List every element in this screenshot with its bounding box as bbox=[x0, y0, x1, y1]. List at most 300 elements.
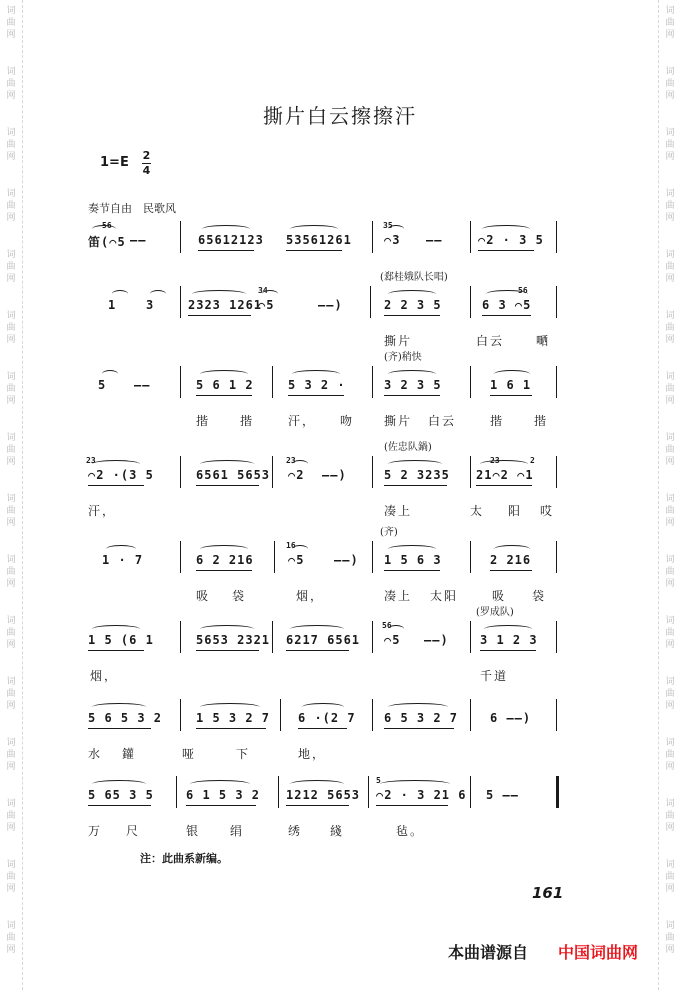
beam-underline bbox=[476, 485, 532, 486]
watermark-char: 词 bbox=[665, 494, 675, 504]
slur-mark bbox=[388, 625, 404, 633]
watermark-char: 词 bbox=[665, 921, 675, 931]
measure-notes: —— bbox=[130, 233, 147, 247]
slur-mark bbox=[388, 545, 436, 553]
measure-notes: ——) bbox=[334, 553, 359, 567]
watermark-char: 词 bbox=[665, 372, 675, 382]
slur-mark bbox=[480, 460, 528, 468]
grace-note: 23 bbox=[490, 456, 500, 465]
bar-line bbox=[470, 286, 471, 318]
watermark-char: 曲 bbox=[6, 18, 16, 28]
watermark-char: 网 bbox=[6, 396, 16, 406]
lyric-text: 千道 bbox=[480, 669, 509, 683]
watermark-char: 网 bbox=[6, 640, 16, 650]
watermark-char: 曲 bbox=[665, 872, 675, 882]
slur-mark bbox=[482, 225, 530, 233]
slur-mark bbox=[292, 545, 308, 553]
beam-underline bbox=[196, 485, 259, 486]
watermark-char: 网 bbox=[6, 945, 16, 955]
watermark-char: 曲 bbox=[665, 140, 675, 150]
measure-notes: 笛(⌒5 bbox=[88, 235, 126, 249]
measure-notes: 5 —— bbox=[486, 788, 519, 802]
watermark-char: 词 bbox=[6, 860, 16, 870]
watermark-char: 网 bbox=[6, 152, 16, 162]
bar-line bbox=[372, 456, 373, 488]
grace-note: 34 bbox=[258, 286, 268, 295]
watermark-char: 网 bbox=[665, 518, 675, 528]
beam-underline bbox=[188, 315, 251, 316]
slur-mark bbox=[484, 625, 532, 633]
lyric-text: 白云 bbox=[476, 334, 505, 348]
beam-underline bbox=[198, 250, 254, 251]
grace-note: 23 bbox=[286, 456, 296, 465]
measure-notes: 2323 1261 bbox=[188, 298, 263, 312]
lyric-text: 哑 bbox=[182, 747, 197, 761]
grace-note: 5 bbox=[376, 776, 381, 785]
measure-notes: 5 bbox=[98, 378, 107, 392]
measure-notes: 6 3 ⌒5 bbox=[482, 298, 532, 312]
beam-underline bbox=[196, 728, 266, 729]
performer-annotation: (罗成队) bbox=[476, 607, 514, 618]
watermark-char: 曲 bbox=[6, 567, 16, 577]
slur-mark bbox=[302, 703, 344, 711]
watermark-char: 词 bbox=[6, 189, 16, 199]
watermark-char: 曲 bbox=[665, 750, 675, 760]
bar-line bbox=[470, 456, 471, 488]
measure-notes: —— bbox=[426, 233, 443, 247]
watermark-char: 曲 bbox=[665, 18, 675, 28]
bar-line bbox=[180, 541, 181, 573]
performer-annotation: (齐) bbox=[380, 527, 398, 538]
watermark-char: 词 bbox=[665, 128, 675, 138]
measure-notes: 1212 5653 bbox=[286, 788, 361, 802]
performer-annotation: (郄桂娥队长唱) bbox=[380, 272, 448, 283]
watermark-char: 曲 bbox=[6, 872, 16, 882]
slur-mark bbox=[290, 780, 344, 788]
watermark-char: 曲 bbox=[6, 201, 16, 211]
watermark-char: 网 bbox=[6, 335, 16, 345]
watermark-char: 词 bbox=[6, 128, 16, 138]
lyric-text: 地， bbox=[298, 747, 327, 761]
beam-underline bbox=[384, 395, 440, 396]
slur-mark bbox=[106, 545, 136, 553]
watermark-char: 词 bbox=[665, 311, 675, 321]
watermark-char: 词 bbox=[665, 433, 675, 443]
watermark-char: 曲 bbox=[665, 506, 675, 516]
measure-notes: 6561 5653 bbox=[196, 468, 271, 482]
measure-notes: ⌒3 bbox=[384, 233, 401, 247]
watermark-char: 网 bbox=[6, 30, 16, 40]
lyric-text: 哎 bbox=[540, 504, 555, 518]
measure-notes: ——) bbox=[322, 468, 347, 482]
performer-annotation: (佐忠队鍋) bbox=[384, 442, 432, 453]
grace-note: 56 bbox=[518, 286, 528, 295]
watermark-char: 词 bbox=[665, 738, 675, 748]
slur-mark bbox=[494, 545, 530, 553]
watermark-char: 网 bbox=[665, 213, 675, 223]
beam-underline bbox=[286, 805, 349, 806]
watermark-char: 词 bbox=[665, 616, 675, 626]
watermark-char: 网 bbox=[6, 701, 16, 711]
measure-notes: —— bbox=[134, 378, 151, 392]
bar-line bbox=[180, 286, 181, 318]
bar-line bbox=[180, 621, 181, 653]
watermark-char: 曲 bbox=[665, 79, 675, 89]
watermark-char: 曲 bbox=[665, 567, 675, 577]
grace-note: 56 bbox=[102, 221, 112, 230]
slur-mark bbox=[380, 780, 450, 788]
slur-mark bbox=[200, 545, 248, 553]
watermark-char: 曲 bbox=[665, 933, 675, 943]
source-site-link[interactable]: 中国词曲网 bbox=[558, 943, 639, 962]
footnote: 注：此曲系新编。 bbox=[140, 852, 228, 865]
watermark-char: 网 bbox=[665, 335, 675, 345]
measure-notes: 6 ——) bbox=[490, 711, 532, 725]
beam-underline bbox=[490, 570, 532, 571]
measure-notes: 5 3 2 · bbox=[288, 378, 346, 392]
grace-note: 2 bbox=[530, 456, 535, 465]
bar-line bbox=[180, 221, 181, 253]
slur-mark bbox=[486, 290, 528, 298]
bar-line bbox=[176, 776, 177, 808]
watermark-char: 网 bbox=[665, 579, 675, 589]
score-row bbox=[0, 770, 680, 866]
song-title: 撕片白云擦擦汗 bbox=[263, 104, 417, 128]
slur-mark bbox=[290, 625, 344, 633]
bar-line bbox=[368, 776, 369, 808]
slur-mark bbox=[92, 780, 146, 788]
lyric-text: 撕片 bbox=[384, 334, 413, 348]
lyric-text: 尺 bbox=[126, 824, 141, 838]
watermark-char: 曲 bbox=[6, 79, 16, 89]
measure-notes: 5653 2321 bbox=[196, 633, 271, 647]
watermark-char: 网 bbox=[665, 945, 675, 955]
measure-notes: 1 5 6 3 bbox=[384, 553, 442, 567]
watermark-char: 词 bbox=[6, 433, 16, 443]
lyric-text: 下 bbox=[236, 747, 251, 761]
lyric-text: 绢 bbox=[230, 824, 245, 838]
slur-mark bbox=[150, 290, 166, 298]
watermark-char: 词 bbox=[665, 67, 675, 77]
watermark-char: 词 bbox=[6, 555, 16, 565]
beam-underline bbox=[288, 395, 344, 396]
bar-line bbox=[372, 541, 373, 573]
bar-line bbox=[556, 456, 557, 488]
beam-underline bbox=[88, 805, 151, 806]
lyric-text: 揩 bbox=[534, 414, 549, 428]
bar-line bbox=[556, 699, 557, 731]
measure-notes: 6217 6561 bbox=[286, 633, 361, 647]
measure-notes: 5 65 3 5 bbox=[88, 788, 154, 802]
grace-note: 23 bbox=[86, 456, 96, 465]
lyric-text: 揩 bbox=[490, 414, 505, 428]
watermark-char: 曲 bbox=[6, 933, 16, 943]
measure-notes: 6 5 3 2 7 bbox=[384, 711, 459, 725]
lyric-text: 吸 bbox=[492, 589, 507, 603]
beam-underline bbox=[88, 728, 151, 729]
beam-underline bbox=[286, 250, 342, 251]
beam-underline bbox=[88, 650, 144, 651]
measure-notes: ⌒5 bbox=[384, 633, 401, 647]
bar-line bbox=[556, 366, 557, 398]
watermark-char: 曲 bbox=[6, 323, 16, 333]
page-number: 161 bbox=[532, 884, 564, 902]
watermark-char: 网 bbox=[665, 396, 675, 406]
watermark-char: 网 bbox=[6, 91, 16, 101]
bar-line bbox=[274, 541, 275, 573]
watermark-char: 网 bbox=[6, 457, 16, 467]
lyric-text: 太阳 bbox=[430, 589, 459, 603]
watermark-char: 词 bbox=[6, 738, 16, 748]
measure-notes: 65612123 bbox=[198, 233, 264, 247]
beam-underline bbox=[490, 395, 532, 396]
watermark-char: 词 bbox=[665, 189, 675, 199]
measure-notes: ——) bbox=[424, 633, 449, 647]
slur-mark bbox=[92, 625, 140, 633]
watermark-char: 词 bbox=[665, 677, 675, 687]
measure-notes: 6 ·(2 7 bbox=[298, 711, 356, 725]
watermark-char: 曲 bbox=[6, 628, 16, 638]
watermark-char: 曲 bbox=[665, 689, 675, 699]
watermark-char: 词 bbox=[6, 372, 16, 382]
watermark-char: 词 bbox=[665, 6, 675, 16]
measure-notes: 2 216 bbox=[490, 553, 532, 567]
watermark-char: 网 bbox=[6, 762, 16, 772]
watermark-char: 网 bbox=[6, 884, 16, 894]
bar-line bbox=[372, 221, 373, 253]
watermark-char: 网 bbox=[665, 640, 675, 650]
measure-notes: 1 · 7 bbox=[102, 553, 144, 567]
watermark-char: 词 bbox=[6, 616, 16, 626]
slur-mark bbox=[92, 703, 146, 711]
measure-notes: 1 5 (6 1 bbox=[88, 633, 154, 647]
watermark-char: 曲 bbox=[6, 384, 16, 394]
watermark-char: 网 bbox=[6, 518, 16, 528]
slur-mark bbox=[190, 780, 250, 788]
lyric-text: 吻 bbox=[340, 414, 355, 428]
watermark-char: 曲 bbox=[665, 384, 675, 394]
watermark-char: 网 bbox=[665, 457, 675, 467]
slur-mark bbox=[262, 290, 278, 298]
beam-underline bbox=[196, 570, 252, 571]
bar-line bbox=[272, 366, 273, 398]
watermark-char: 词 bbox=[6, 311, 16, 321]
watermark-char: 曲 bbox=[665, 628, 675, 638]
lyric-text: 水 bbox=[88, 747, 103, 761]
slur-mark bbox=[92, 460, 140, 468]
lyric-text: 嗮 bbox=[536, 334, 551, 348]
lyric-text: 撕片 bbox=[384, 414, 413, 428]
measure-notes: 5 2 3235 bbox=[384, 468, 450, 482]
bar-line bbox=[370, 286, 371, 318]
bar-line bbox=[272, 456, 273, 488]
lyric-text: 揩 bbox=[196, 414, 211, 428]
watermark-char: 词 bbox=[6, 6, 16, 16]
watermark-char: 曲 bbox=[6, 689, 16, 699]
score-row bbox=[0, 442, 680, 546]
watermark-char: 词 bbox=[6, 67, 16, 77]
slur-mark bbox=[494, 370, 530, 378]
slur-mark bbox=[202, 225, 250, 233]
bar-line bbox=[278, 776, 279, 808]
watermark-char: 曲 bbox=[6, 140, 16, 150]
beam-underline bbox=[384, 728, 454, 729]
lyric-text: 白云 bbox=[428, 414, 457, 428]
measure-notes: ⌒5 bbox=[288, 553, 305, 567]
measure-notes: 5 6 1 2 bbox=[196, 378, 254, 392]
watermark-char: 曲 bbox=[6, 445, 16, 455]
watermark-char: 曲 bbox=[665, 323, 675, 333]
lyric-text: 汗， bbox=[288, 414, 317, 428]
beam-underline bbox=[298, 728, 347, 729]
watermark-char: 词 bbox=[665, 555, 675, 565]
measure-notes: 3 bbox=[146, 298, 155, 312]
beam-underline bbox=[480, 650, 536, 651]
watermark-char: 词 bbox=[6, 677, 16, 687]
performer-annotation: (齐)稍快 bbox=[384, 352, 422, 363]
beam-underline bbox=[384, 570, 440, 571]
beam-underline bbox=[482, 315, 531, 316]
measure-notes: 3 2 3 5 bbox=[384, 378, 442, 392]
lyric-text: 烟， bbox=[90, 669, 119, 683]
beam-underline bbox=[286, 650, 349, 651]
watermark-char: 网 bbox=[665, 823, 675, 833]
slur-mark bbox=[112, 290, 128, 298]
beam-underline bbox=[478, 250, 534, 251]
slur-mark bbox=[102, 370, 118, 378]
measure-notes: 1 bbox=[108, 298, 117, 312]
lyric-text: 毡。 bbox=[396, 824, 425, 838]
bar-line bbox=[180, 366, 181, 398]
grace-note: 16 bbox=[286, 541, 296, 550]
slur-mark bbox=[290, 225, 338, 233]
beam-underline bbox=[196, 395, 252, 396]
lyric-text: 凑上 bbox=[384, 504, 413, 518]
watermark-char: 曲 bbox=[665, 201, 675, 211]
grace-note: 56 bbox=[382, 621, 392, 630]
beam-underline bbox=[384, 315, 440, 316]
measure-notes: 53561261 bbox=[286, 233, 352, 247]
bar-line bbox=[372, 366, 373, 398]
measure-notes: ——) bbox=[318, 298, 343, 312]
watermark-char: 网 bbox=[665, 274, 675, 284]
lyric-text: 阳 bbox=[508, 504, 523, 518]
watermark-char: 词 bbox=[6, 921, 16, 931]
key-signature: 1=E bbox=[100, 155, 129, 170]
lyric-text: 揩 bbox=[240, 414, 255, 428]
bar-line bbox=[470, 776, 471, 808]
watermark-char: 曲 bbox=[6, 262, 16, 272]
source-label: 本曲谱源自 bbox=[448, 943, 529, 962]
bar-line bbox=[556, 286, 557, 318]
watermark-char: 词 bbox=[6, 799, 16, 809]
watermark-char: 词 bbox=[665, 799, 675, 809]
watermark-char: 曲 bbox=[665, 262, 675, 272]
grace-note: 35 bbox=[383, 221, 393, 230]
measure-notes: 5 6 5 3 2 bbox=[88, 711, 163, 725]
tempo-marking: 奏节自由 民歌风 bbox=[88, 202, 176, 215]
beam-underline bbox=[88, 485, 144, 486]
measure-notes: ⌒5 bbox=[258, 298, 275, 312]
bar-line bbox=[470, 366, 471, 398]
watermark-char: 词 bbox=[6, 494, 16, 504]
measure-notes: 6 1 5 3 2 bbox=[186, 788, 261, 802]
watermark-char: 网 bbox=[665, 701, 675, 711]
lyric-text: 綫 bbox=[330, 824, 345, 838]
measure-notes: 1 6 1 bbox=[490, 378, 532, 392]
lyric-text: 绣 bbox=[288, 824, 303, 838]
bar-line bbox=[470, 541, 471, 573]
slur-mark bbox=[200, 703, 260, 711]
watermark-char: 曲 bbox=[6, 506, 16, 516]
bar-line bbox=[556, 541, 557, 573]
bar-line bbox=[470, 221, 471, 253]
bar-line bbox=[372, 699, 373, 731]
lyric-text: 银 bbox=[186, 824, 201, 838]
lyric-text: 吸 bbox=[196, 589, 211, 603]
slur-mark bbox=[200, 460, 254, 468]
slur-mark bbox=[200, 625, 254, 633]
measure-notes: ⌒2 · 3 5 bbox=[478, 233, 544, 247]
lyric-text: 万 bbox=[88, 824, 103, 838]
measure-notes: ⌒2 · 3 21 6 bbox=[376, 788, 467, 802]
lyric-text: 汗， bbox=[88, 504, 117, 518]
watermark-char: 曲 bbox=[6, 750, 16, 760]
slur-mark bbox=[388, 370, 436, 378]
watermark-char: 网 bbox=[665, 152, 675, 162]
watermark-char: 曲 bbox=[6, 811, 16, 821]
watermark-char: 曲 bbox=[665, 811, 675, 821]
watermark-char: 词 bbox=[665, 250, 675, 260]
watermark-char: 曲 bbox=[665, 445, 675, 455]
bar-line bbox=[280, 699, 281, 731]
slur-mark bbox=[388, 290, 436, 298]
bar-line bbox=[556, 621, 557, 653]
lyric-text: 太 bbox=[470, 504, 485, 518]
lyric-text: 袋 bbox=[232, 589, 247, 603]
bar-line bbox=[556, 221, 557, 253]
bar-line bbox=[470, 621, 471, 653]
score-row bbox=[0, 352, 680, 456]
watermark-char: 词 bbox=[6, 250, 16, 260]
watermark-char: 网 bbox=[6, 274, 16, 284]
slur-mark bbox=[200, 370, 248, 378]
slur-mark bbox=[292, 370, 340, 378]
bar-line bbox=[180, 699, 181, 731]
lyric-text: 袋 bbox=[532, 589, 547, 603]
slur-mark bbox=[192, 290, 246, 298]
beam-underline bbox=[196, 650, 259, 651]
watermark-char: 网 bbox=[665, 30, 675, 40]
slur-mark bbox=[388, 703, 448, 711]
measure-notes: 6 2 216 bbox=[196, 553, 254, 567]
watermark-char: 网 bbox=[665, 91, 675, 101]
slur-mark bbox=[388, 225, 404, 233]
beam-underline bbox=[186, 805, 256, 806]
watermark-char: 网 bbox=[6, 213, 16, 223]
slur-mark bbox=[292, 460, 308, 468]
measure-notes: ⌒2 ·(3 5 bbox=[88, 468, 154, 482]
measure-notes: ⌒2 bbox=[288, 468, 305, 482]
measure-notes: 2 2 3 5 bbox=[384, 298, 442, 312]
watermark-char: 网 bbox=[665, 884, 675, 894]
measure-notes: 1 5 3 2 7 bbox=[196, 711, 271, 725]
slur-mark bbox=[92, 225, 116, 233]
slur-mark bbox=[388, 460, 442, 468]
bar-line bbox=[470, 699, 471, 731]
lyric-text: 凑上 bbox=[384, 589, 413, 603]
watermark-char: 词 bbox=[665, 860, 675, 870]
